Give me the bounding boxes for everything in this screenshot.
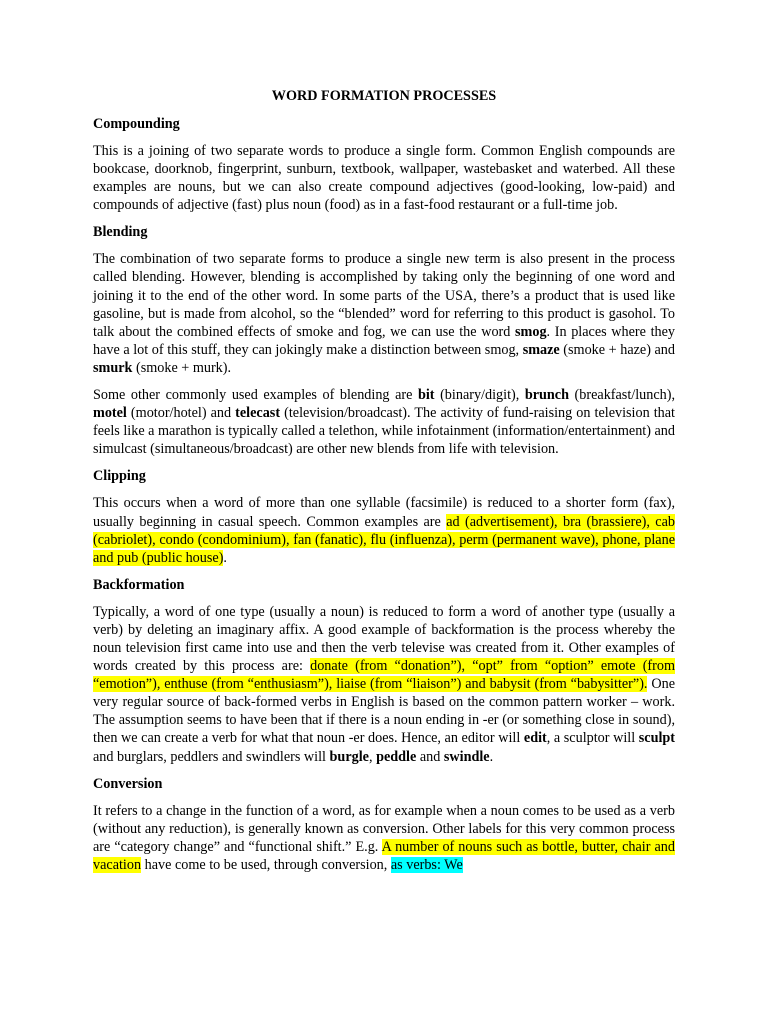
bold-term-brunch: brunch [524, 387, 569, 404]
text-run: (smoke + haze) and [559, 341, 675, 358]
text-run: One very regular source of back-formed verbs in English is based on the common pattern worker – work. The assumption seems to have been that if there is a noun ending in -er (or something close in sound), then we can create a verb for what that noun -er does. Hence, an editor will [93, 676, 676, 747]
paragraph-blending-1 [93, 250, 675, 377]
bold-term-sculpt: sculpt [638, 730, 676, 747]
highlighted-examples: donate (from “donation”), “opt” from “option” emote (from “emotion”), enthuse (from “enthusiasm”), liaise (from “liaison”) and babysit (from “babysitter”). [93, 658, 676, 693]
paragraph-blending-2 [93, 386, 675, 458]
text-run: It refers to a change in the function of a word, as for example when a noun comes to be used as a verb (without any reduction), is generally known as conversion. Other labels for this very common process are “category change” and “functional shift.” E.g. [93, 802, 675, 855]
text-run: (motor/hotel) and [126, 405, 236, 422]
text-run: have come to be used, through conversion, [141, 856, 391, 873]
bold-term-swindle: swindle [443, 748, 490, 765]
text-run: Typically, a word of one type (usually a noun) is reduced to form a word of another type (usually a verb) by deleting an imaginary affix. A good example of backformation is the process whereby the noun television first came into use and then the verb televise was created from it. Other examples of words created by this process are: [93, 603, 675, 675]
bold-term-motel: motel [93, 405, 127, 422]
text-run: and [416, 748, 444, 765]
bold-term-smurk: smurk [93, 359, 133, 376]
page-title: WORD FORMATION PROCESSES [271, 88, 497, 104]
bold-term-bit: bit [417, 387, 435, 404]
bold-term-smog: smog [515, 323, 547, 340]
heading-backformation: Backformation [93, 576, 185, 593]
text-run: . In places where they have a lot of this stuff, they can jokingly make a distinction between smog, [93, 323, 676, 358]
text-run: , [368, 748, 377, 765]
paragraph-conversion [93, 802, 675, 874]
text-run: . [489, 748, 494, 765]
bold-term-telecast: telecast [235, 405, 281, 422]
highlighted-examples: ad (advertisement), bra (brassiere), cab (cabriolet), condo (condominium), fan (fanatic), flu (influenza), perm (permanent wave), phone, plane and pub (public house) [93, 513, 675, 566]
text-run: (binary/digit), [434, 387, 525, 404]
bold-term-edit: edit [523, 730, 547, 747]
heading-clipping: Clipping [93, 468, 146, 485]
text-run: Some other commonly used examples of blending are [93, 387, 418, 404]
highlighted-cyan-text: as verbs: We [390, 856, 463, 873]
text-run: (smoke + murk). [132, 359, 232, 376]
heading-blending: Blending [93, 224, 148, 241]
highlighted-examples: A number of nouns such as bottle, butter, chair and vacation [93, 838, 675, 873]
bold-term-burgle: burgle [329, 748, 369, 765]
heading-compounding: Compounding [93, 116, 180, 132]
text-run: and burglars, peddlers and swindlers will [93, 748, 330, 765]
bold-term-smaze: smaze [522, 341, 560, 358]
paragraph-backformation [93, 603, 675, 766]
paragraph-clipping [93, 494, 675, 566]
bold-term-peddle: peddle [376, 748, 417, 765]
text-run: . [223, 549, 227, 566]
paragraph-compounding: This is a joining of two separate words to produce a single form. Common English compounds are bookcase, doorknob, fingerprint, sunburn, textbook, wallpaper, wastebasket and waterbed. All these examples are nouns, but we can also create compound adjectives (good-looking, low-paid) and compounds of adjective (fast) plus noun (food) as in a fast-food restaurant or a full-time job. [93, 143, 675, 214]
text-run: (breakfast/lunch), [569, 387, 676, 404]
text-run: (television/broadcast). The activity of fund-raising on television that feels like a marathon is typically called a telethon, while infotainment (information/entertainment) and simulcast (simultaneous/broadcast) are other new blends from life with television. [93, 405, 675, 458]
text-run: The combination of two separate forms to produce a single new term is also present in the process called blending. However, blending is accomplished by taking only the beginning of one word and joining it to the end of the other word. In some parts of the USA, there’s a product that is used like gasoline, but is made from alcohol, so the “blended” word for referring to this product is gasohol. To talk about the combined effects of smoke and fog, we can use the word [93, 251, 675, 340]
text-run: , a sculptor will [546, 730, 639, 747]
text-run: This occurs when a word of more than one syllable (facsimile) is reduced to a shorter form (fax), usually beginning in casual speech. Common examples are [93, 495, 675, 530]
heading-conversion: Conversion [93, 775, 163, 792]
